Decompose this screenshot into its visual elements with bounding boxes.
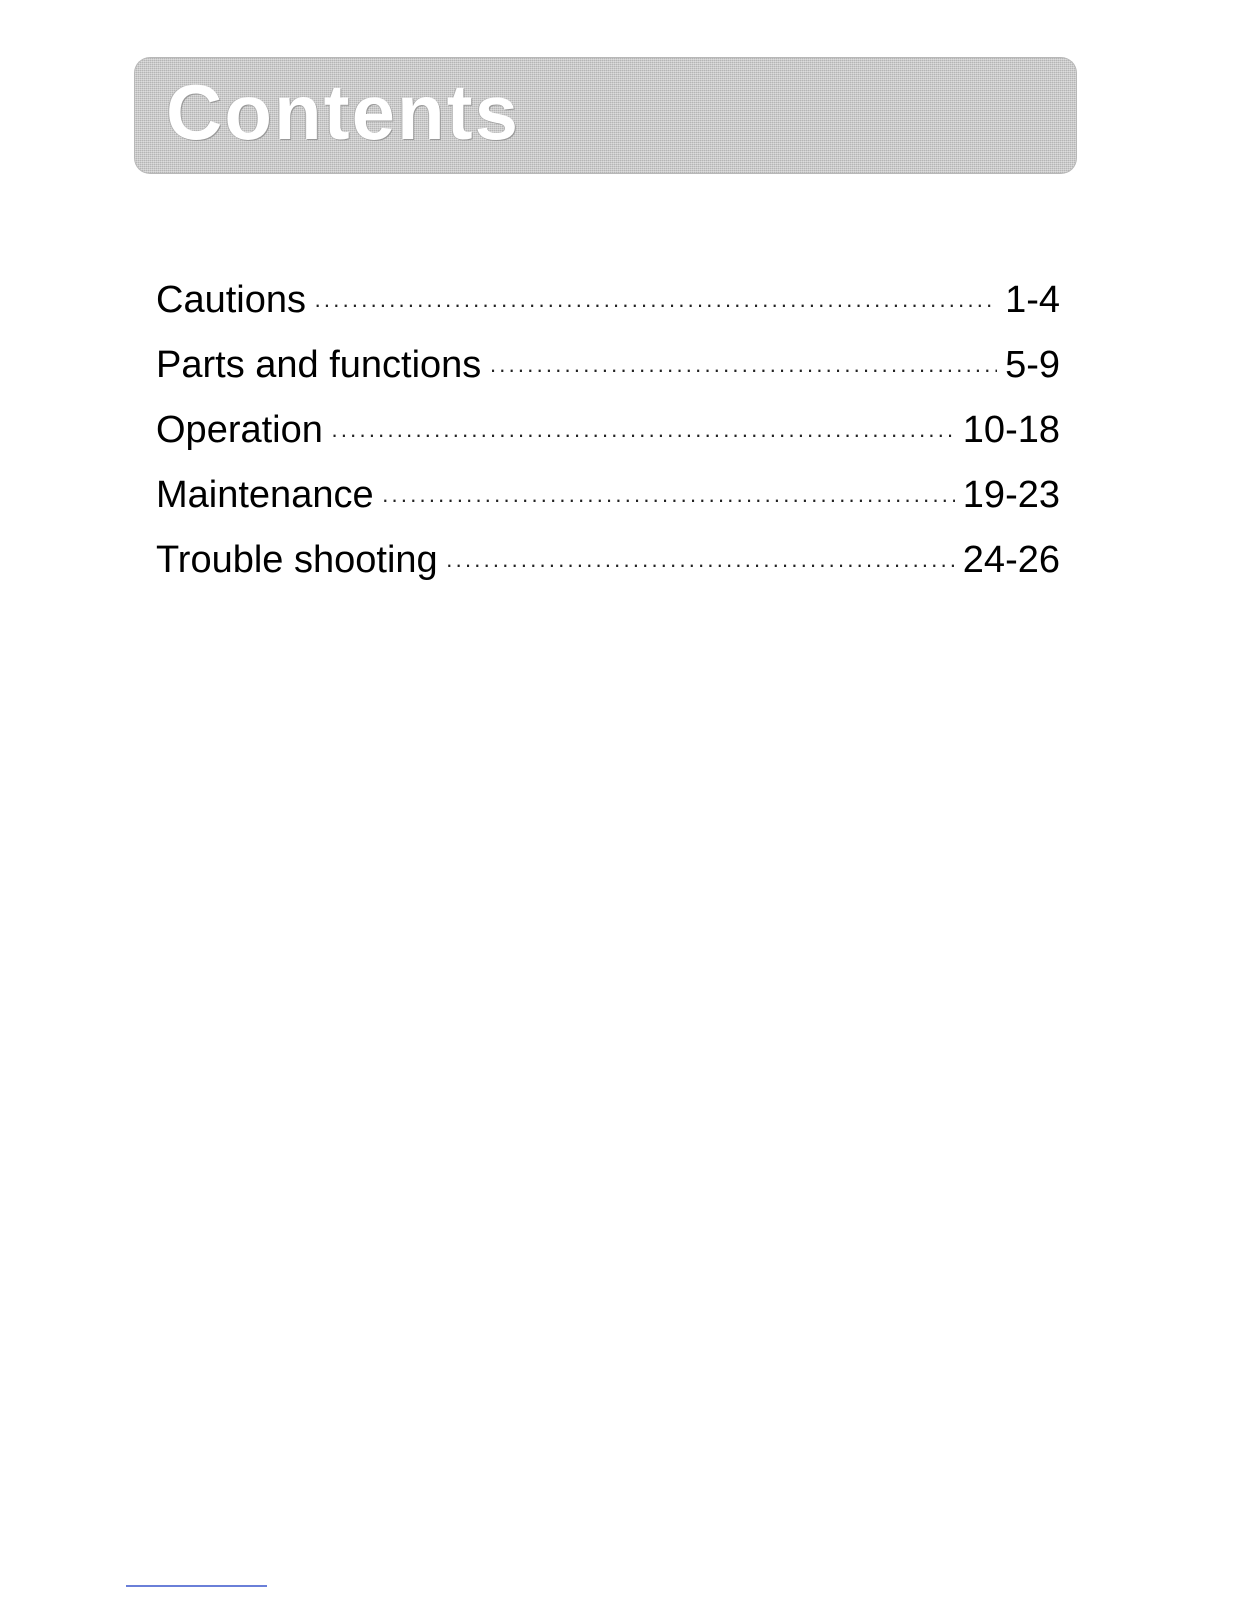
toc-entry-pages: 10-18 (962, 409, 1060, 451)
toc-entry-cautions[interactable] (156, 268, 1060, 333)
toc-entry-label: Trouble shooting (156, 539, 438, 581)
footer-link-underline[interactable] (126, 1585, 267, 1587)
dot-leader (331, 402, 955, 467)
toc-entry-label: Cautions (156, 279, 306, 321)
dot-leader (382, 467, 955, 532)
toc-entry-trouble-shooting[interactable] (156, 528, 1060, 593)
toc-entry-pages: 19-23 (962, 474, 1060, 516)
toc-entry-maintenance[interactable] (156, 463, 1060, 528)
toc-entry-parts-and-functions[interactable] (156, 333, 1060, 398)
dot-leader (446, 532, 955, 597)
toc-entry-pages: 24-26 (962, 539, 1060, 581)
toc-entry-operation[interactable] (156, 398, 1060, 463)
toc-entry-label: Maintenance (156, 474, 374, 516)
toc-entry-pages: 1-4 (1005, 279, 1060, 321)
toc-entry-label: Operation (156, 409, 323, 451)
toc-entry-pages: 5-9 (1005, 344, 1060, 386)
dot-leader (314, 272, 997, 337)
dot-leader (489, 337, 997, 402)
toc-entry-label: Parts and functions (156, 344, 482, 386)
page-title: Contents (166, 68, 520, 156)
table-of-contents (156, 268, 1060, 593)
